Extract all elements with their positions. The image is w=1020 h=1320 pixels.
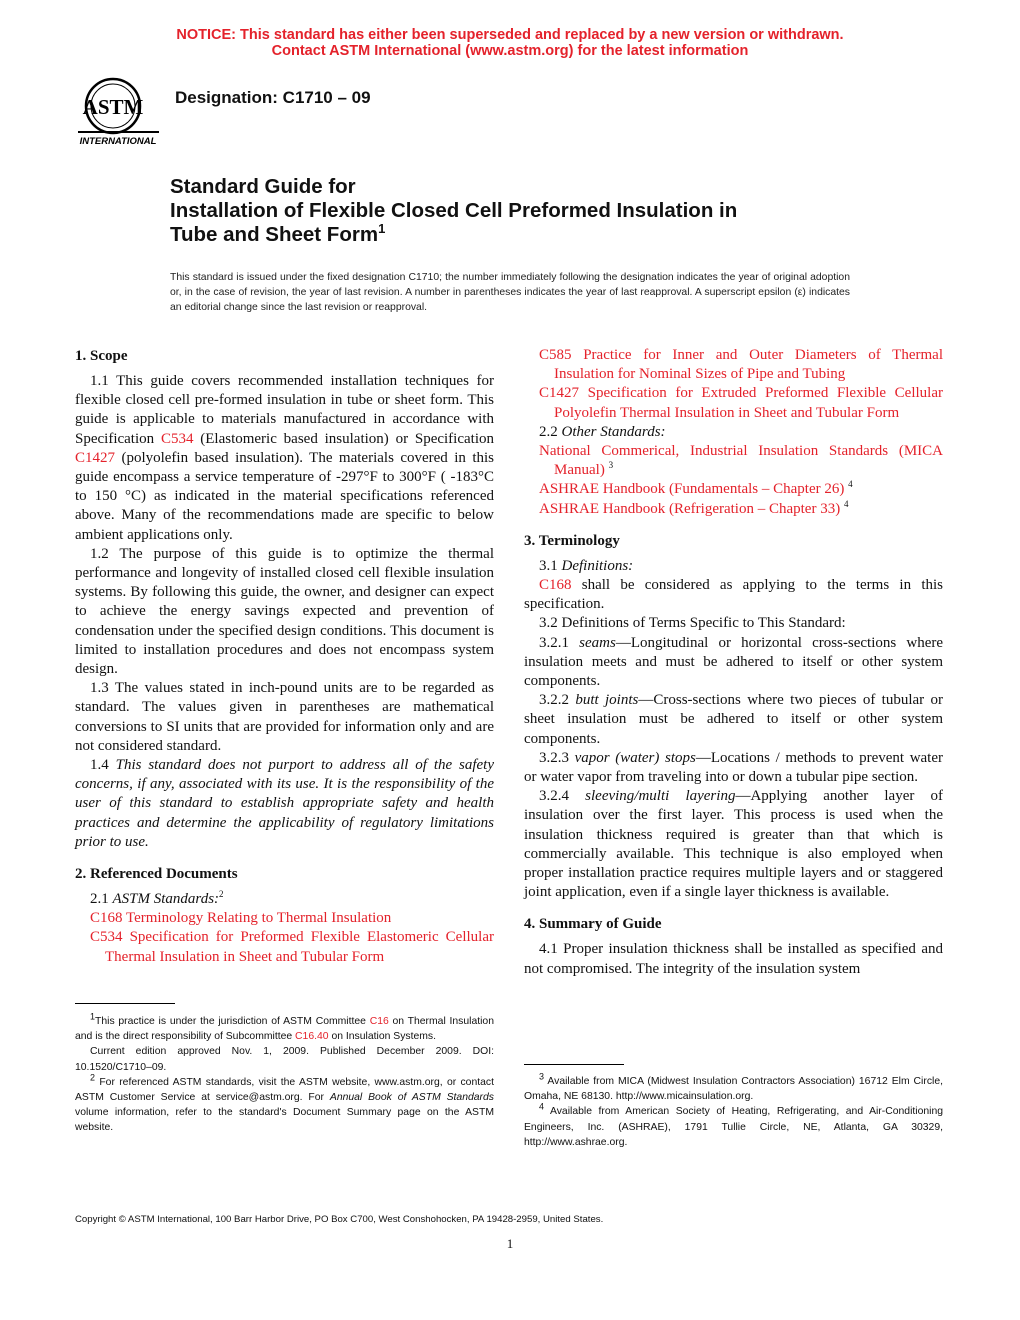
notice-line-2: Contact ASTM International (www.astm.org) for the latest information — [271, 43, 749, 59]
section-scope-heading: 1. Scope — [75, 348, 128, 364]
title-line-1: Standard Guide for — [170, 175, 356, 198]
footnote-2: $^2$ For referenced ASTM standards, visit the ASTM website, www.astm.org, or contact ASTM Customer Service at service@astm.org. For Annual Book of ASTM Standards volume information, refer to the standard's Document Summary page on the ASTM website. — [75, 1072, 494, 1134]
section-summary-heading: 4. Summary of Guide — [524, 916, 662, 933]
terminology-3-2: 3.2 Definitions of Terms Specific to This Standard: — [539, 615, 846, 632]
footnote-1: $^1$This practice is under the jurisdiction of ASTM Committee C16 on Thermal Insulation and is the direct responsibility of Subcommittee C16.40 on Insulation Systems. — [75, 1011, 494, 1043]
summary-4-1: 4.1 Proper insulation thickness shall be installed as specified and not compromised. The integrity of the insulation system — [524, 941, 943, 977]
footnote-1-edition: Current edition approved Nov. 1, 2009. Published December 2009. DOI: 10.1520/C1710–09. — [75, 1046, 494, 1073]
ref-item-c585[interactable]: C585 Practice for Inner and Outer Diameters of Thermal Insulation for Nominal Sizes of Pipe and Tubing — [539, 347, 943, 383]
notice-line-1: NOTICE: This standard has either been superseded and replaced by a new version or withdrawn. — [176, 27, 844, 43]
left-column — [75, 346, 494, 967]
ref-item-c168[interactable]: C168 Terminology Relating to Thermal Insulation — [90, 910, 392, 927]
astm-logo-icon — [73, 72, 165, 152]
title-line-3: Tube and Sheet Form — [170, 223, 379, 246]
footnotes-left — [75, 1011, 494, 1136]
designation: Designation: C1710 – 09 — [175, 88, 371, 107]
logo-subtitle-text: INTERNATIONAL — [79, 136, 157, 147]
footnotes-right — [524, 1071, 943, 1150]
terminology-3-2-4: 3.2.4 sleeving/multi layering—Applying another layer of insulation over the first layer. This process is used when the insulation thickness required is greater than that which is commercially available. This technique is also employed when proper installation practice requires multiple layers and or staggered joint application, even if a single layer thickness is available. — [524, 788, 944, 901]
astm-standards-label: 2.1 ASTM Standards:$^2$ — [90, 889, 224, 908]
copyright-line: Copyright © ASTM International, 100 Barr Harbor Drive, PO Box C700, West Conshohocken, PA 19428-2959, United States. — [75, 1214, 604, 1225]
footnote-3: $^3$ Available from MICA (Midwest Insulation Contractors Association) 16712 Elm Circle, Omaha, NE 68130. http://www.micainsulation.org. — [524, 1071, 943, 1103]
document-title — [170, 175, 950, 247]
terminology-3-2-2: 3.2.2 butt joints—Cross-sections where two pieces of tubular or sheet insulation must be adhered to itself or other system components. — [524, 692, 943, 747]
terminology-3-1-text: C168 shall be considered as applying to the terms in this specification. — [524, 577, 943, 613]
scope-1-2: 1.2 The purpose of this guide is to optimize the thermal performance and longevity of installed closed cell flexible insulation systems. By following this guide, the owner, and designer can expect to achieve the energy savings expected and prevention of condensation under the specified design conditions. This document is limited to installation procedures and does not encompass system design. — [75, 545, 494, 678]
title-line-2: Installation of Flexible Closed Cell Preformed Insulation in — [170, 199, 738, 222]
astm-logo — [73, 72, 165, 152]
ref-item-c1427[interactable]: C1427 Specification for Extruded Preformed Flexible Cellular Polyolefin Thermal Insulation in Sheet and Tubular Form — [539, 385, 943, 421]
ref-link-c168[interactable]: C168 — [539, 577, 572, 594]
scope-1-1: 1.1 This guide covers recommended installation techniques for flexible closed cell pre-formed insulation in tube or sheet form. This guide is applicable to materials manufactured in accordance with Specification C534 (Elastomeric based insulation) or Specification C1427 (polyolefin based insulation). The materials covered in this guide encompass a service temperature of -297°F to 300°F ( -183°C to 150 °C) as indicated in the material specifications referenced above. Many of the recommendations made are specific to below ambient applications only. — [75, 373, 494, 543]
logo-mark-text: ASTM — [82, 95, 144, 119]
other-item-ashrae-fundamentals[interactable]: ASHRAE Handbook (Fundamentals – Chapter 26) $^4$ — [539, 479, 853, 498]
ref-link-c16[interactable]: C16 — [369, 1016, 389, 1027]
scope-1-3: 1.3 The values stated in inch-pound units are to be regarded as standard. The values given in parentheses are mathematical conversions to SI units that are provided for information only and are not considered standard. — [75, 680, 494, 754]
other-item-mica[interactable]: National Commerical, Industrial Insulation Standards (MICA Manual) $^3$ — [539, 443, 943, 479]
page-number: 1 — [506, 1236, 514, 1251]
title-footnote-mark: 1 — [378, 221, 386, 237]
footnote-rule-left — [75, 1003, 175, 1004]
terminology-3-2-3: 3.2.3 vapor (water) stops—Locations / methods to prevent water or water vapor from traveling into or down a tubular pipe section. — [524, 749, 944, 786]
other-standards-label: 2.2 Other Standards: — [539, 423, 666, 440]
ref-item-c534[interactable]: C534 Specification for Preformed Flexible Elastomeric Cellular Thermal Insulation in Sheet and Tubular Form — [90, 929, 494, 965]
ref-link-c1427[interactable]: C1427 — [75, 449, 116, 466]
other-item-ashrae-refrigeration[interactable]: ASHRAE Handbook (Refrigeration – Chapter 33) $^4$ — [539, 498, 849, 517]
footnote-rule-right — [524, 1064, 624, 1065]
terminology-3-1: 3.1 Definitions: — [539, 557, 634, 574]
terminology-3-2-1: 3.2.1 seams—Longitudinal or horizontal cross-sections where insulation meets and must be adhered to itself or other system components. — [524, 634, 944, 690]
right-column — [524, 346, 943, 979]
section-terminology-heading: 3. Terminology — [524, 532, 620, 549]
footnote-4: $^4$ Available from American Society of Heating, Refrigerating, and Air-Conditioning Engineers, Inc. (ASHRAE), 1791 Tullie Circle, NE, Atlanta, GA 30329, http://www.ashrae.org. — [524, 1101, 943, 1148]
superseded-notice — [0, 27, 1020, 59]
scope-1-4: 1.4 This standard does not purport to address all of the safety concerns, if any, associated with its use. It is the responsibility of the user of this standard to establish appropriate safety and health practices and determine the applicability of regulatory limitations prior to use. — [75, 757, 495, 850]
issue-statement: This standard is issued under the fixed designation C1710; the number immediately following the designation indicates the year of original adoption or, in the case of revision, the year of last revision. A number in parentheses indicates the year of last reapproval. A superscript epsilon (ε) indicates an editorial change since the last revision or reapproval. — [170, 272, 850, 313]
section-referenced-heading: 2. Referenced Documents — [75, 866, 238, 883]
ref-link-c534[interactable]: C534 — [160, 430, 194, 447]
ref-link-c16-40[interactable]: C16.40 — [295, 1031, 329, 1043]
